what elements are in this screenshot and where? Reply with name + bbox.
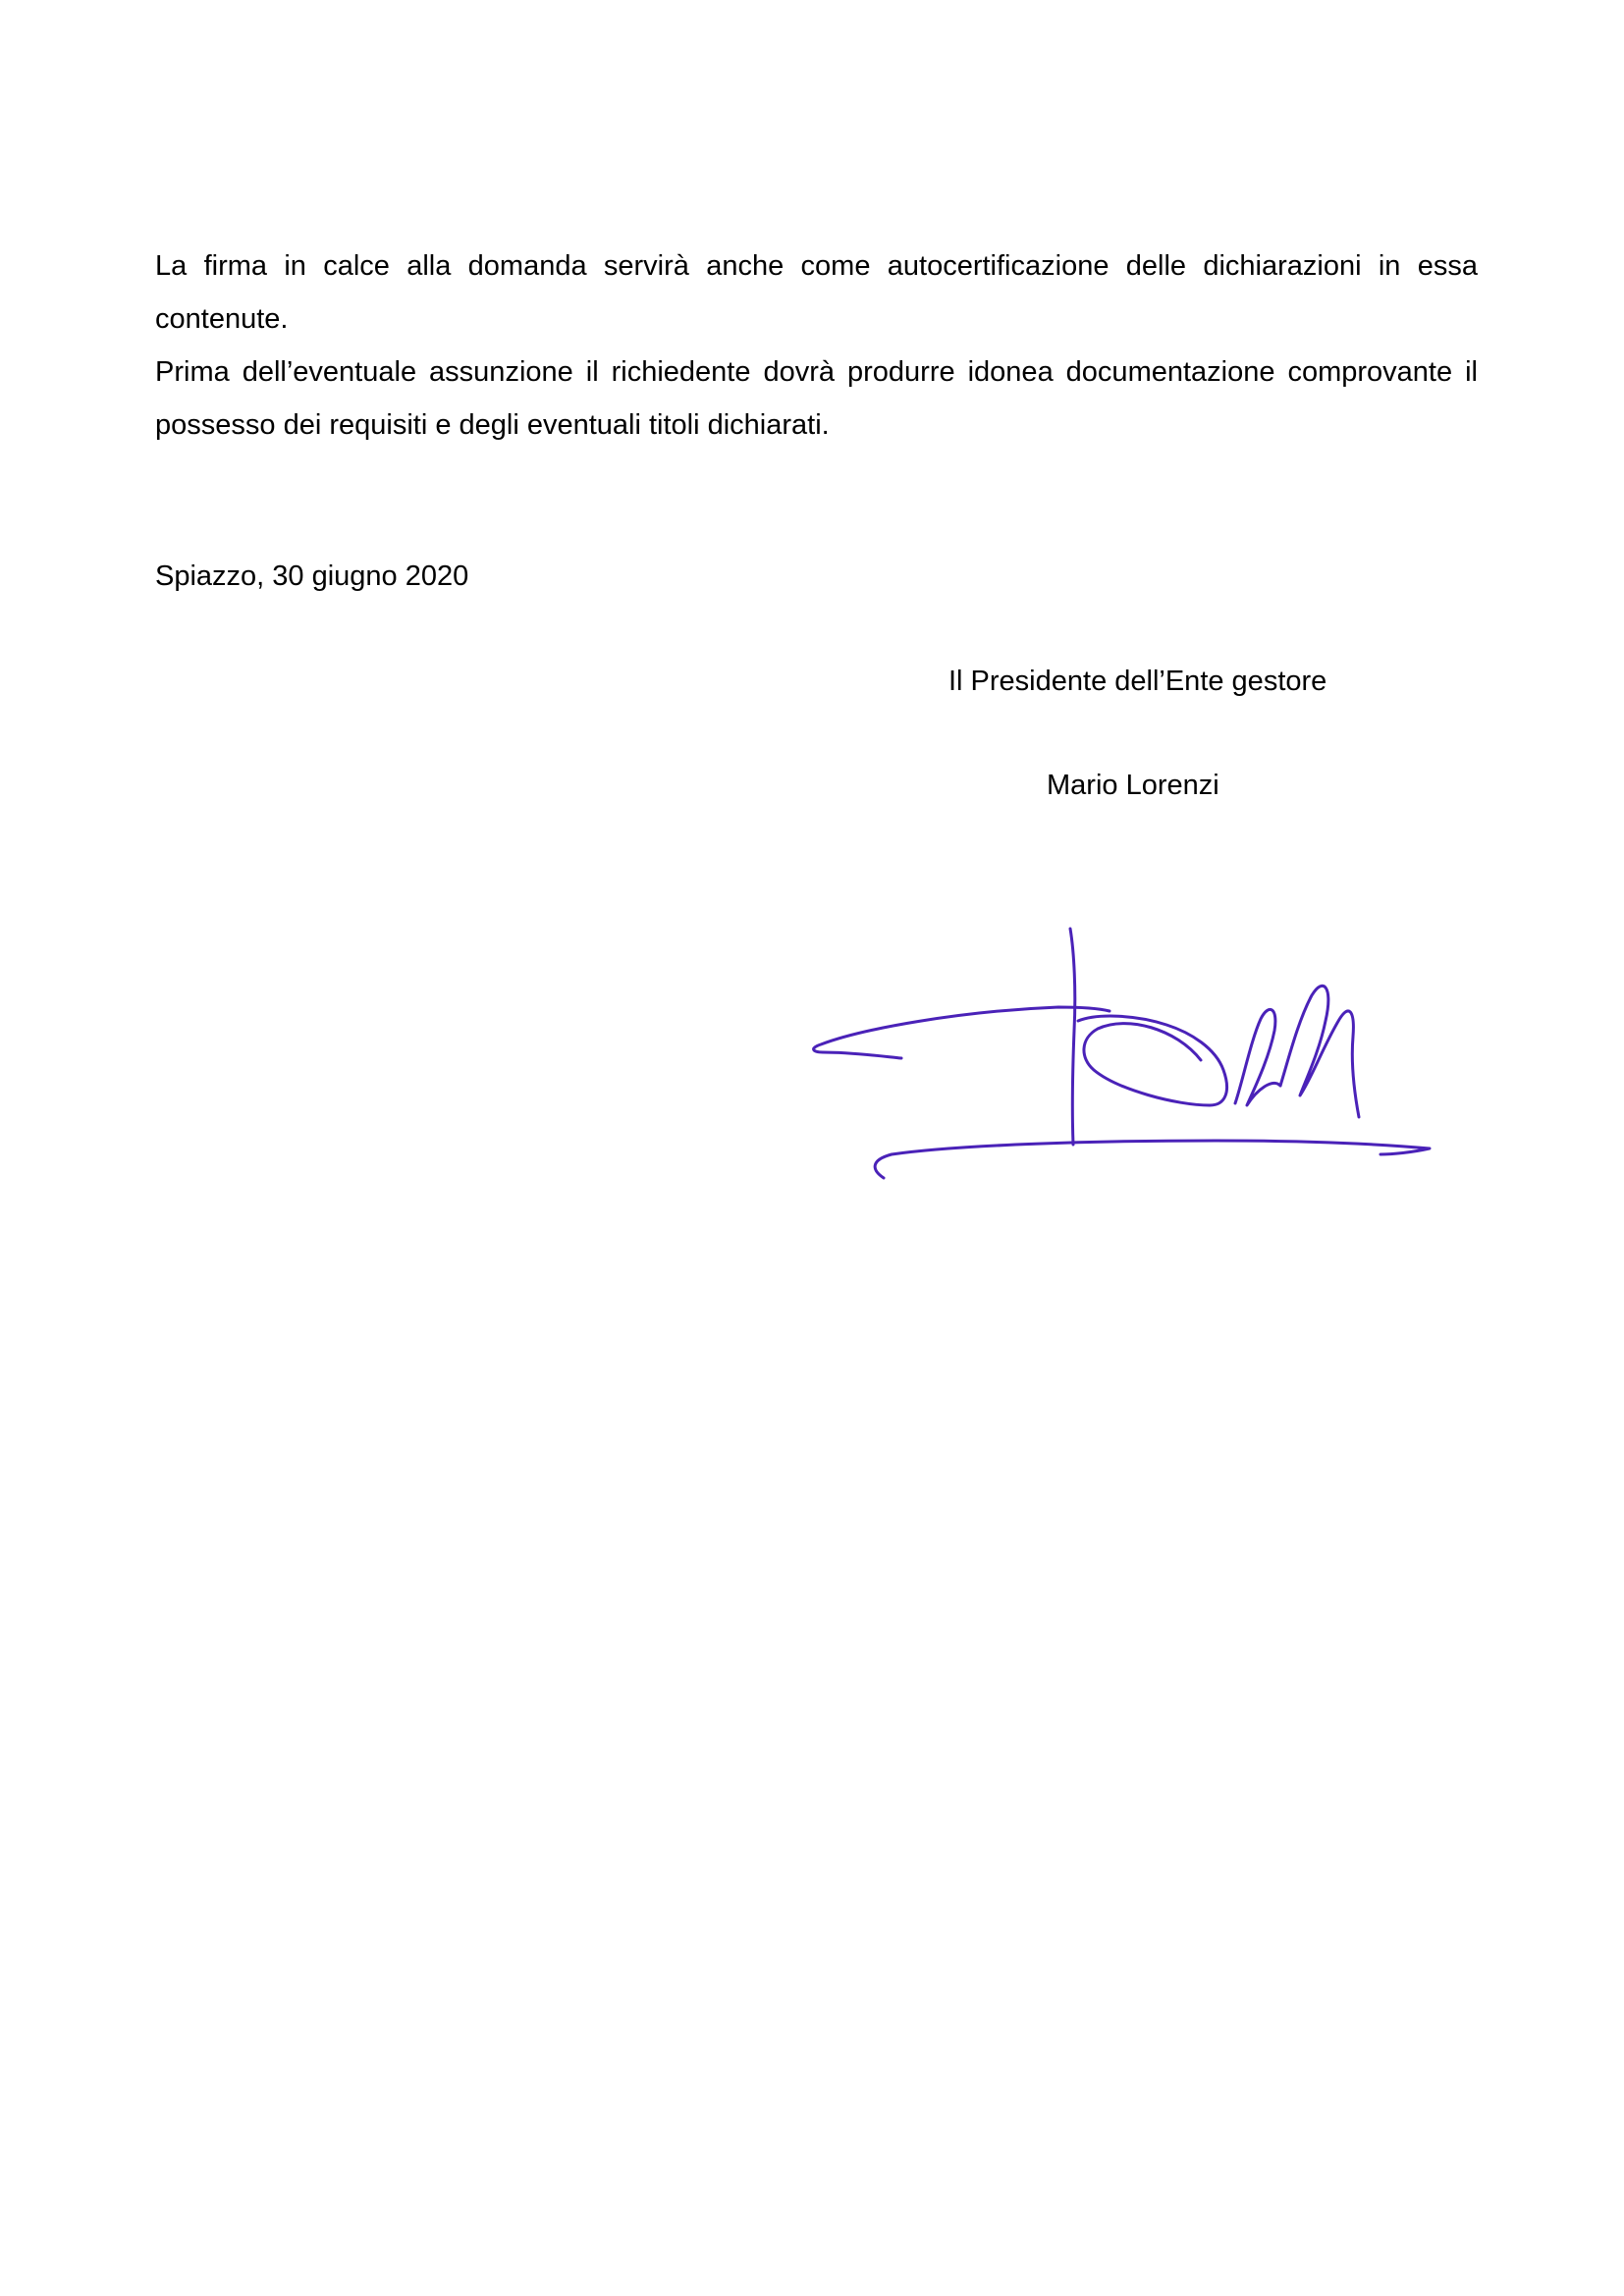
signature-stroke-letter-2: [1280, 986, 1359, 1117]
signature-stroke-loop: [1078, 1016, 1227, 1105]
signature-stroke-vertical: [1070, 929, 1075, 1145]
signature-stroke-underline: [875, 1141, 1430, 1178]
place-date: Spiazzo, 30 giugno 2020: [155, 561, 469, 592]
signer-name: Mario Lorenzi: [1047, 770, 1219, 801]
signature-stroke-leadin: [814, 1007, 1110, 1058]
signer-title: Il Presidente dell’Ente gestore: [948, 666, 1327, 697]
declaration-text: [155, 240, 1478, 452]
documentation-requirement-paragraph: Prima dell’eventuale assunzione il richiedente dovrà produrre idonea documentazione comprovante il possesso dei requisiti e degli eventuali titoli dichiarati.: [155, 356, 1478, 441]
self-certification-paragraph: La firma in calce alla domanda servirà anche come autocertificazione delle dichiarazioni in essa contenute.: [155, 250, 1478, 335]
signature-stroke-letter-1: [1235, 1009, 1280, 1105]
handwritten-signature: [803, 913, 1441, 1198]
signature-graphic: [803, 913, 1441, 1198]
